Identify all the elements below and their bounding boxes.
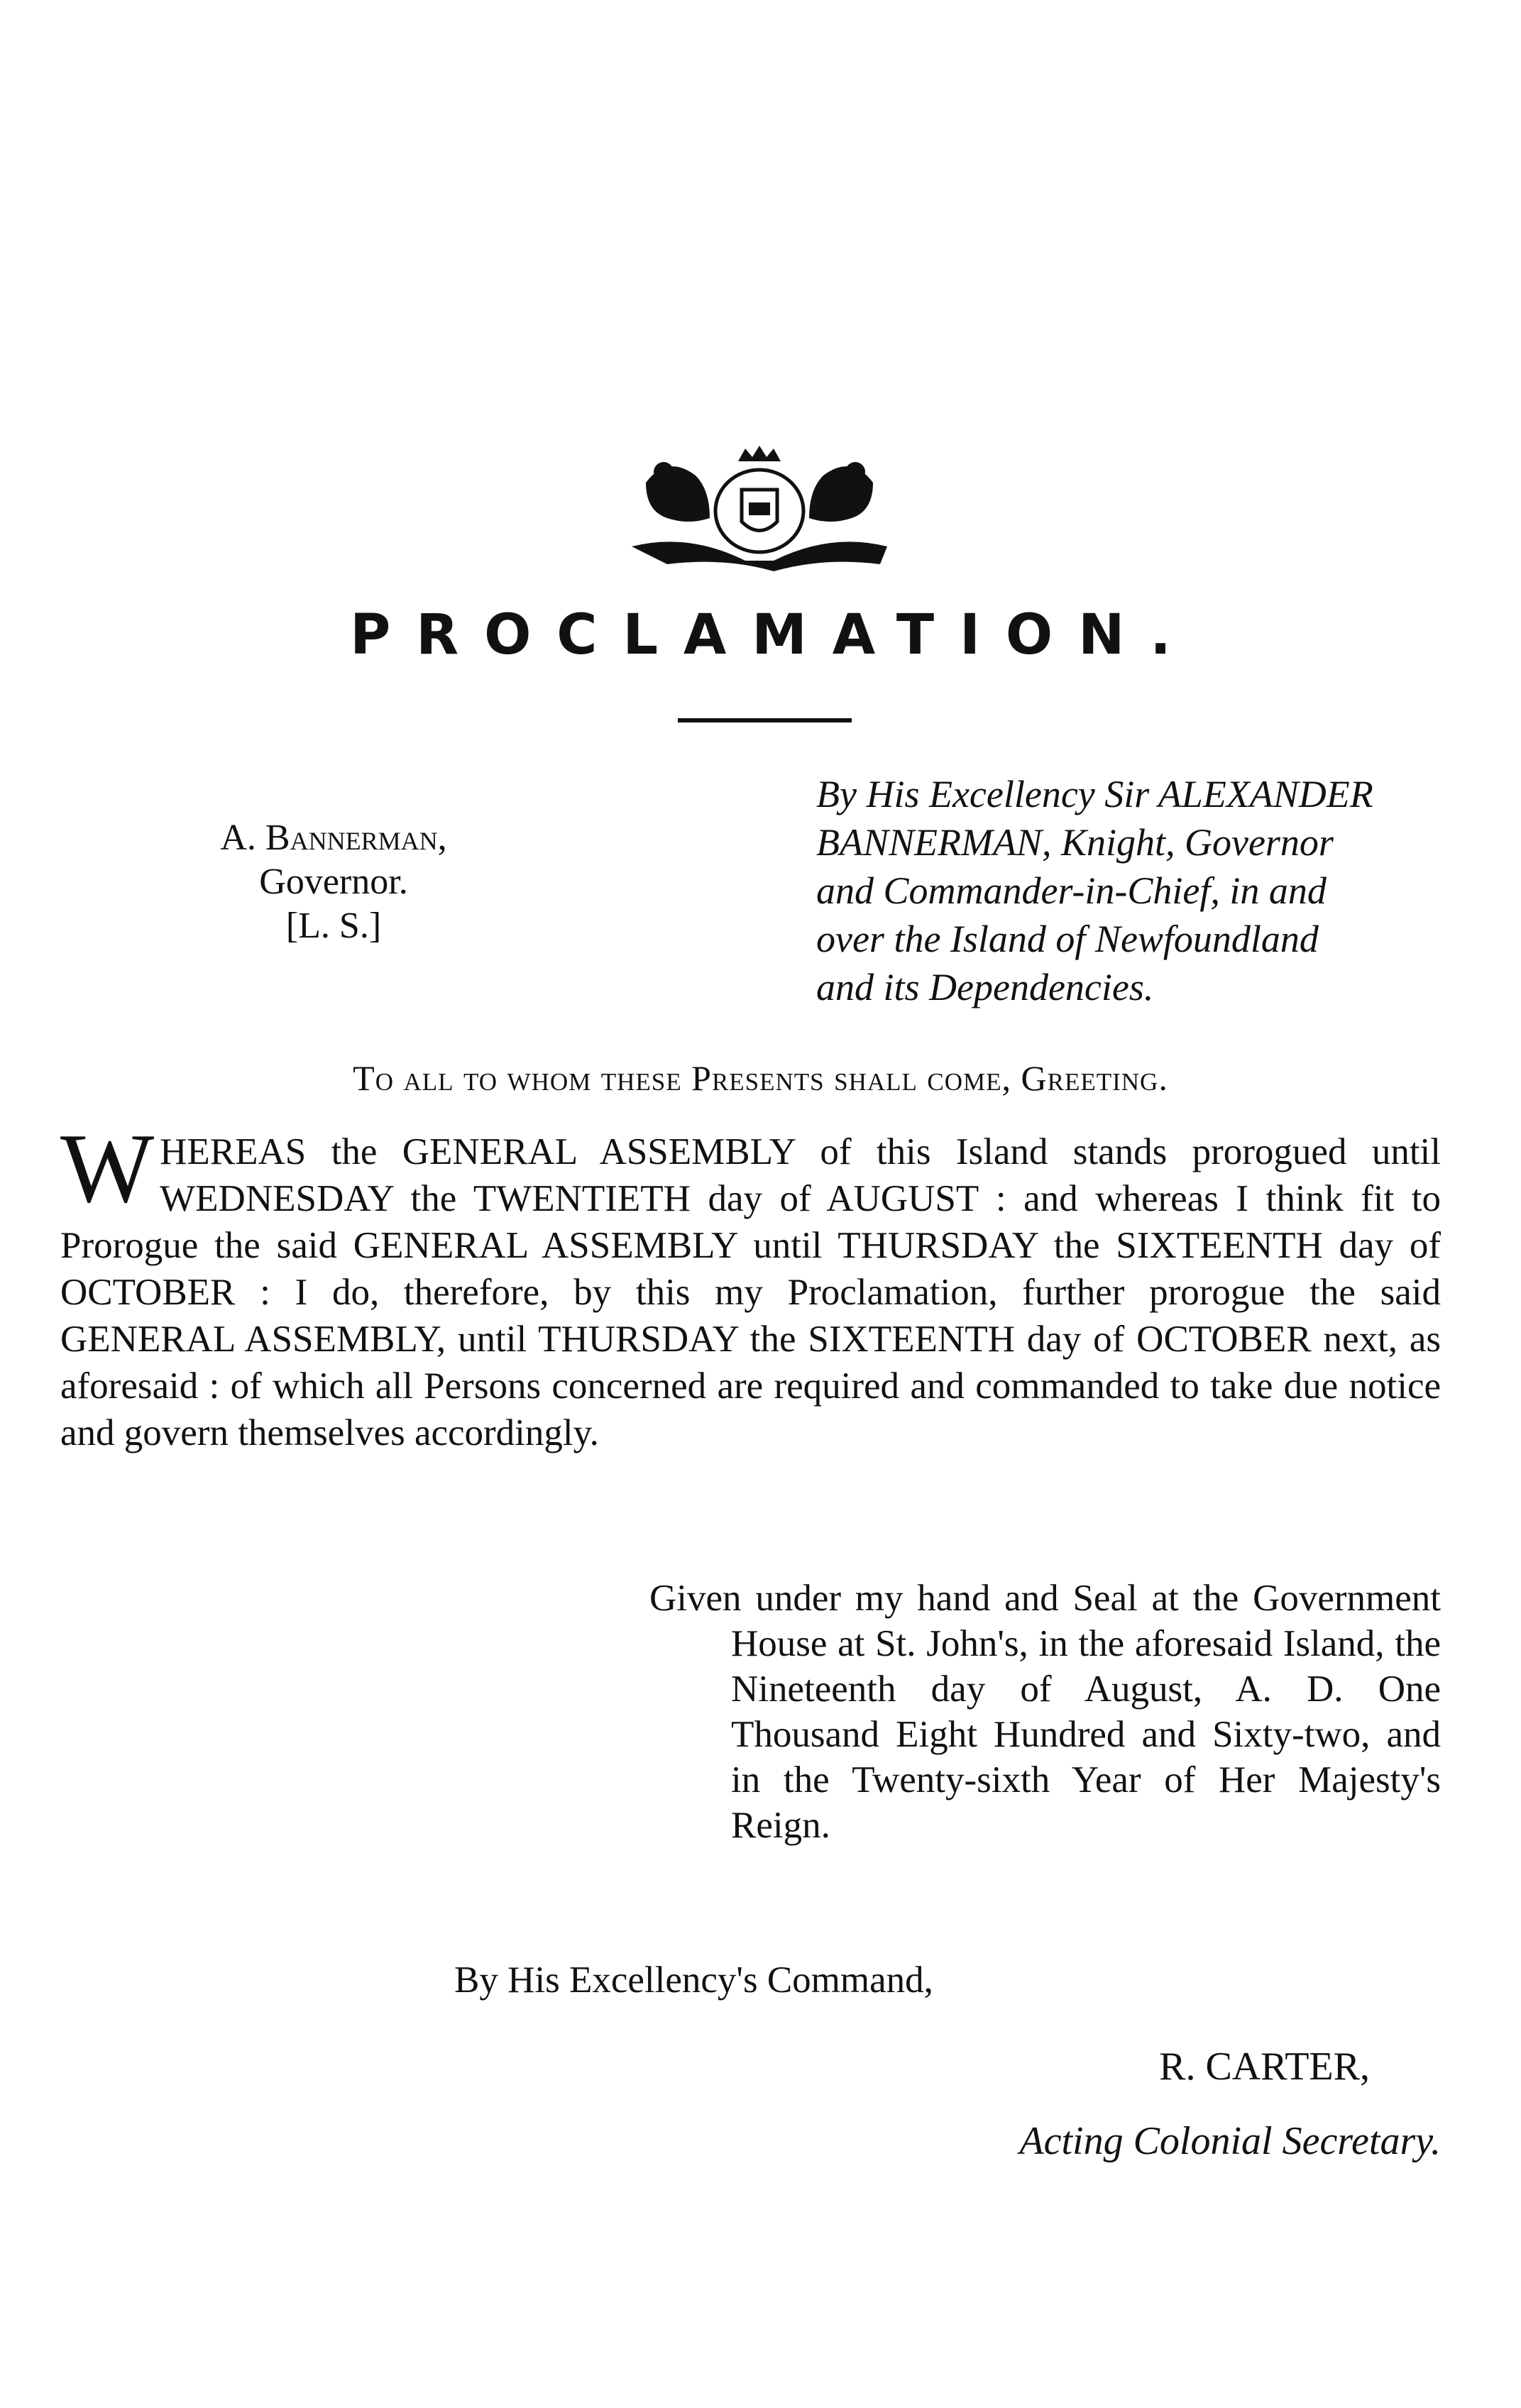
governor-signature-block [177, 816, 490, 948]
given-clause: Given under my hand and Seal at the Government House at St. John's, in the aforesaid Island, the Nineteenth day of August, A. D. One Thousand Eight Hundred and Sixty-two, and in the Twenty-sixth Year of Her Majesty's Reign. [649, 1578, 1441, 1846]
governor-office: Governor. [259, 862, 408, 902]
seal-mark: [L. S.] [285, 906, 382, 946]
command-line: By His Excellency's Command, [454, 1959, 933, 2001]
style-line: over the Island of Newfoundland [816, 918, 1319, 960]
governor-style-block [816, 770, 1441, 1011]
style-line: By His Excellency Sir ALEXANDER [816, 773, 1373, 815]
style-line: and its Dependencies. [816, 966, 1154, 1008]
style-line: BANNERMAN, Knight, Governor [816, 821, 1334, 864]
governor-name: A. Bannerman, [220, 818, 447, 858]
body-text: HEREAS the GENERAL ASSEMBLY of this Island stands prorogued until WEDNESDAY the TWENTIETH day of AUGUST : and whereas I think fit to Prorogue the said GENERAL ASSEMBLY until THURSDAY the SIXTEENTH day of OCTOBER : I do, therefore, by this my Proclamation, further prorogue the said GENERAL ASSEMBLY, until THURSDAY the SIXTEENTH day of OCTOBER next, as aforesaid : of which all Persons concerned are required and commanded to take due notice and govern themselves accordingly. [60, 1131, 1441, 1453]
drop-cap: W [60, 1114, 155, 1224]
style-line: and Commander-in-Chief, in and [816, 869, 1327, 912]
royal-coat-of-arms-icon [603, 440, 916, 575]
proclamation-body [60, 1114, 1441, 1456]
signer-name: R. CARTER, [1159, 2045, 1370, 2089]
greeting-line: To all to whom these Presents shall come, Greeting. [353, 1058, 1168, 1098]
page-title: PROCLAMATION. [350, 603, 1197, 667]
title-divider [678, 718, 852, 722]
signer-title: Acting Colonial Secretary. [1019, 2119, 1441, 2163]
